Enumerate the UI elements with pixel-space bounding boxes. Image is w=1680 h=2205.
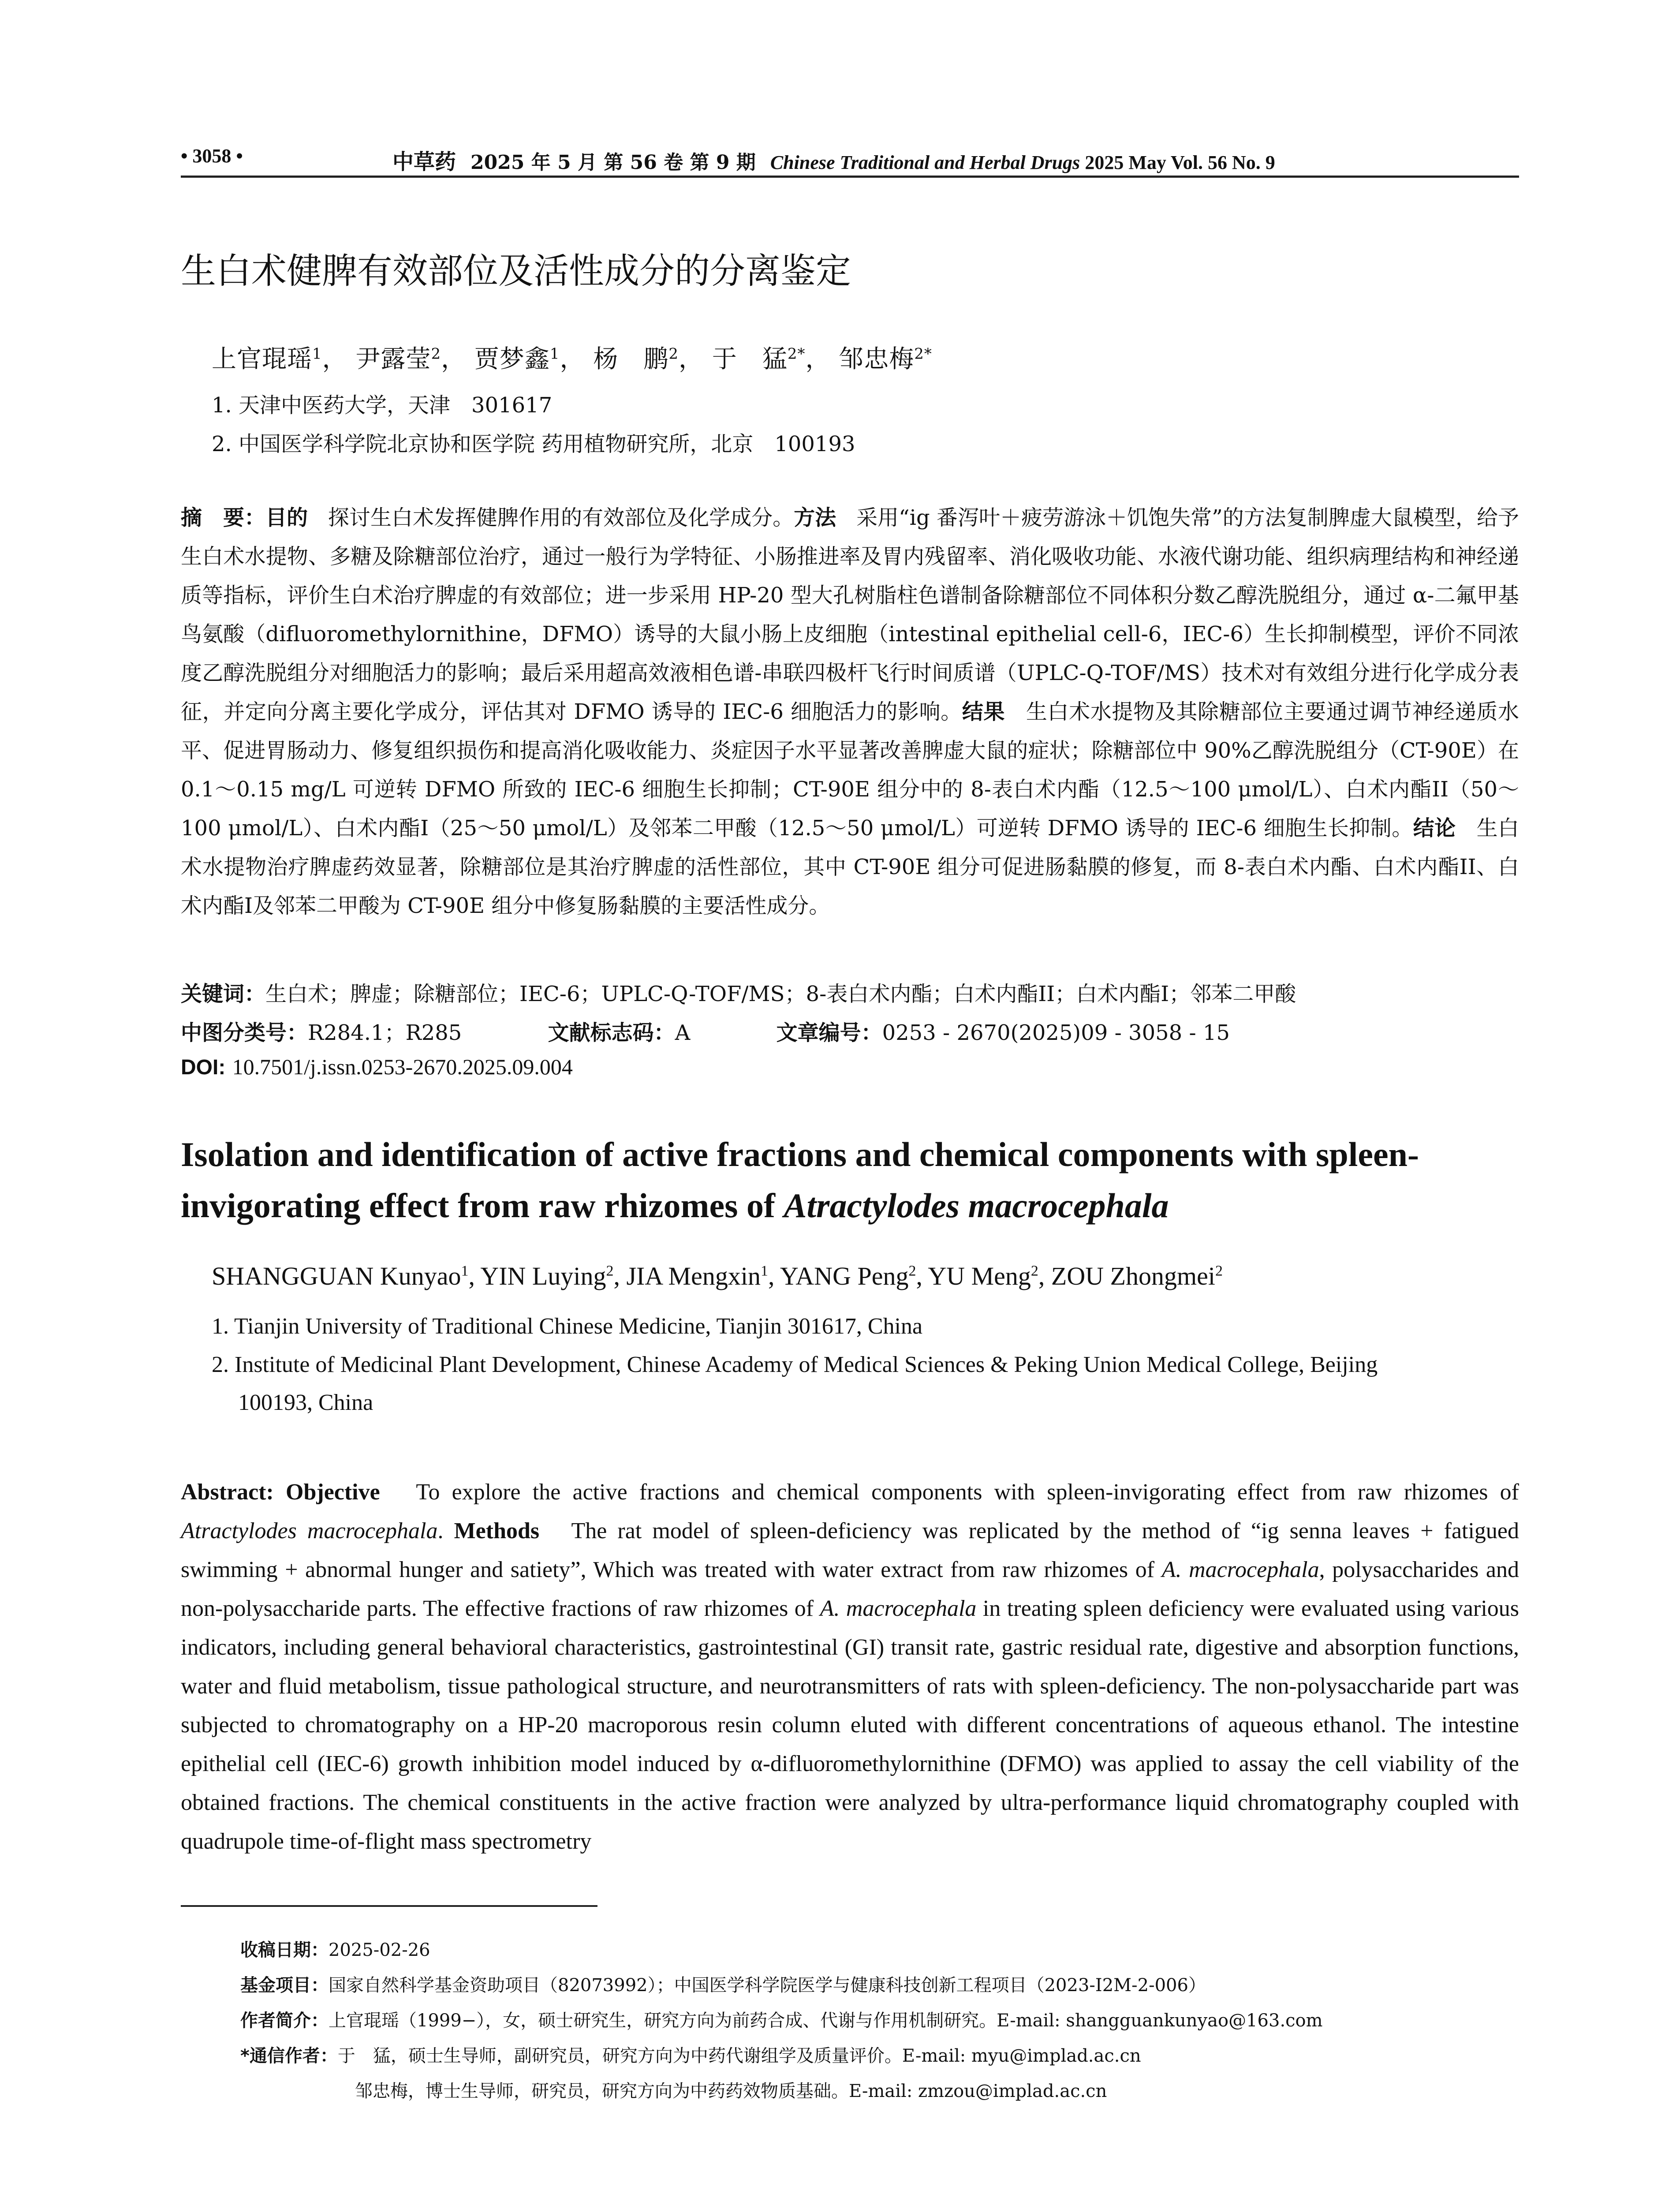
footnote-author-bio: 作者简介：上官琨瑶（1999−），女，硕士研究生，研究方向为前药合成、代谢与作用机制研究。E-mail: shangguankunyao@163.com (240, 2011, 1323, 2031)
cn-abstract-label: 摘 要： (181, 505, 266, 530)
cn-objective-text: 探讨生白术发挥健脾作用的有效部位及化学成分。 (328, 505, 794, 530)
cn-conclusion-label: 结论 (1413, 816, 1456, 841)
en-author: JIA Mengxin$^1$ (626, 1262, 768, 1290)
doc-code-label: 文献标志码： (548, 1020, 675, 1045)
en-affiliation-2: 2. Institute of Medicinal Plant Development, Chinese Academy of Medical Sciences & Peking Union Medical College, Beijing 100193, China (212, 1352, 1378, 1415)
cn-methods-text: 采用“ig 番泻叶＋疲劳游泳＋饥饱失常”的方法复制脾虚大鼠模型，给予生白术水提物、多糖及除糖部位治疗，通过一般行为学特征、小肠推进率及胃内残留率、消化吸收功能、水液代谢功能、组织病理结构和神经递质等指标，评价生白术治疗脾虚的有效部位；进一步采用 HP-20 型大孔树脂柱色谱制备除糖部位不同体积分数乙醇洗脱组分，通过 α-二氟甲基鸟氨酸（difluoromethylornithine，DFMO）诱导的大鼠小肠上皮细胞（intestinal epithelial cell-6，IEC-6）生长抑制模型，评价不同浓度乙醇洗脱组分对细胞活力的影响；最后采用超高效液相色谱-串联四极杆飞行时间质谱（UPLC-Q-TOF/MS）技术对有效组分进行化学成分表征，并定向分离主要化学成分，评估其对 DFMO 诱导的 IEC-6 细胞活力的影响。 (181, 505, 1519, 724)
footnote-received: 收稿日期：2025-02-26 (240, 1940, 430, 1960)
cn-keywords-label: 关键词： (181, 982, 266, 1006)
doi-value[interactable]: 10.7501/j.issn.0253-2670.2025.09.004 (232, 1054, 573, 1079)
en-abstract-label: Abstract: Objective (181, 1480, 380, 1505)
en-affiliation-1: 1. Tianjin University of Traditional Chinese Medicine, Tianjin 301617, China (212, 1314, 923, 1339)
page-number: • 3058 • (181, 145, 243, 167)
article-id-value: 0253 - 2670(2025)09 - 3058 - 15 (882, 1020, 1230, 1045)
journal-name-cn: 中草药 (392, 149, 456, 174)
cn-keywords-text: 生白术；脾虚；除糖部位；IEC-6；UPLC-Q-TOF/MS；8-表白术内酯；白术内酯II；白术内酯I；邻苯二甲酸 (265, 982, 1296, 1006)
cn-keywords (181, 977, 1296, 1007)
cn-author: 贾梦鑫$^1$ (474, 345, 560, 374)
cn-conclusion-text: 生白术水提物治疗脾虚药效显著，除糖部位是其治疗脾虚的活性部位，其中 CT-90E 组分可促进肠黏膜的修复，而 8-表白术内酯、白术内酯II、白术内酯I及邻苯二甲酸为 CT-90E 组分中修复肠黏膜的主要活性成分。 (181, 816, 1519, 918)
en-methods-label: Methods (454, 1518, 540, 1544)
footnote-corresponding-2: 邹忠梅，博士生导师，研究员，研究方向为中药药效物质基础。E-mail: zmzou@implad.ac.cn (355, 2081, 1107, 2101)
en-author: SHANGGUAN Kunyao$^1$ (212, 1262, 469, 1290)
cn-author: 于 猛$^{2*}$ (712, 345, 806, 374)
cn-author: 杨 鹏$^2$ (593, 345, 679, 374)
en-author: ZOU Zhongmei$^2$ (1051, 1262, 1223, 1290)
journal-name-en: Chinese Traditional and Herbal Drugs (770, 152, 1080, 173)
en-author: YU Meng$^2$ (928, 1262, 1038, 1290)
journal-citation (392, 145, 1275, 175)
en-author: YIN Luying$^2$ (480, 1262, 614, 1290)
cn-affiliation-1: 1. 天津中医药大学，天津 301617 (212, 393, 553, 418)
cn-author: 邹忠梅$^{2*}$ (839, 345, 932, 374)
cn-affiliation-2: 2. 中国医学科学院北京协和医学院 药用植物研究所，北京 100193 (212, 432, 855, 456)
en-abstract: Abstract: Objective To explore the active fractions and chemical components with spleen-invigorating effect from raw rhizomes of Atractylodes macrocephala. Methods The rat model of spleen-deficiency was replicated by the method of “ig senna leaves + fatigued swimming + abnormal hunger and satiety”, Which was treated with water extract from raw rhizomes of A. macrocephala, polysaccharides and non-polysaccharide parts. The effective fractions of raw rhizomes of A. macrocephala in treating spleen deficiency were evaluated using various indicators, including general behavioral characteristics, gastrointestinal (GI) transit rate, gastric residual rate, digestive and absorption functions, water and fluid metabolism, tissue pathological structure, and neurotransmitters of rats with spleen-deficiency. The non-polysaccharide part was subjected to chromatography on a HP-20 macroporous resin column eluted with different concentrations of aqueous ethanol. The intestine epithelial cell (IEC-6) growth inhibition model induced by α-difluoromethylornithine (DFMO) was applied to assay the cell viability of the obtained fractions. The chemical constituents in the active fraction were analyzed by ultra-performance liquid chromatography coupled with quadrupole time-of-flight mass spectrometry (181, 1480, 1519, 1854)
cn-author-list: 上官琨瑶$^1$， 尹露莹$^2$， 贾梦鑫$^1$， 杨 鹏$^2$， 于 猛$^{2*}$， 邹忠梅$^{2*}$ (212, 345, 932, 374)
en-author-list: SHANGGUAN Kunyao$^1$, YIN Luying$^2$, JIA Mengxin$^1$, YANG Peng$^2$, YU Meng$^2$, ZOU Zhongmei$^2$ (212, 1262, 1223, 1290)
footnote-rule (181, 1905, 597, 1907)
cn-author: 上官琨瑶$^1$ (212, 345, 322, 374)
issue-cn: 2025 年 5 月 第 56 卷 第 9 期 (470, 151, 756, 174)
cn-methods-label: 方法 (794, 505, 836, 530)
header-rule (181, 176, 1519, 178)
cn-results-label: 结果 (962, 699, 1005, 724)
running-header (181, 141, 1519, 176)
doi-label: DOI: (181, 1056, 226, 1079)
article-id-label: 文章编号： (776, 1020, 882, 1045)
clc-label: 中图分类号： (181, 1020, 308, 1045)
cn-article-title: 生白术健脾有效部位及活性成分的分离鉴定 (181, 250, 851, 292)
issue-en: 2025 May Vol. 56 No. 9 (1085, 152, 1275, 173)
doi-line (181, 1054, 573, 1080)
footnote-fund: 基金项目：国家自然科学基金资助项目（82073992）；中国医学科学院医学与健康科技创新工程项目（2023-I2M-2-006） (240, 1975, 1206, 1996)
cn-objective-label: 目的 (265, 505, 308, 530)
species-name: Atractylodes macrocephala (784, 1186, 1169, 1225)
cn-author: 尹露莹$^2$ (355, 345, 441, 374)
doc-code-value: A (675, 1020, 691, 1045)
cn-results-text: 生白术水提物及其除糖部位主要通过调节神经递质水平、促进胃肠动力、修复组织损伤和提高消化吸收能力、炎症因子水平显著改善脾虚大鼠的症状；除糖部位中 90%乙醇洗脱组分（CT-90E）在 0.1～0.15 mg/L 可逆转 DFMO 所致的 IEC-6 细胞生长抑制；CT-90E 组分中的 8-表白术内酯（12.5～100 μmol/L）、白术内酯II（50～100 μmol/L）、白术内酯I（25～50 μmol/L）及邻苯二甲酸（12.5～50 μmol/L）可逆转 DFMO 诱导的 IEC-6 细胞生长抑制。 (181, 699, 1519, 841)
footnote-corresponding: *通信作者：于 猛，硕士生导师，副研究员，研究方向为中药代谢组学及质量评价。E-mail: myu@implad.ac.cn (240, 2046, 1141, 2066)
en-article-title: Isolation and identification of active fractions and chemical components with spleen-invigorating effect from raw rhizomes of Atractylodes macrocephala (181, 1135, 1419, 1225)
cn-abstract (181, 498, 1519, 925)
en-author: YANG Peng$^2$ (780, 1262, 916, 1290)
clc-value: R284.1；R285 (308, 1020, 462, 1045)
cn-classification (181, 1016, 1230, 1046)
